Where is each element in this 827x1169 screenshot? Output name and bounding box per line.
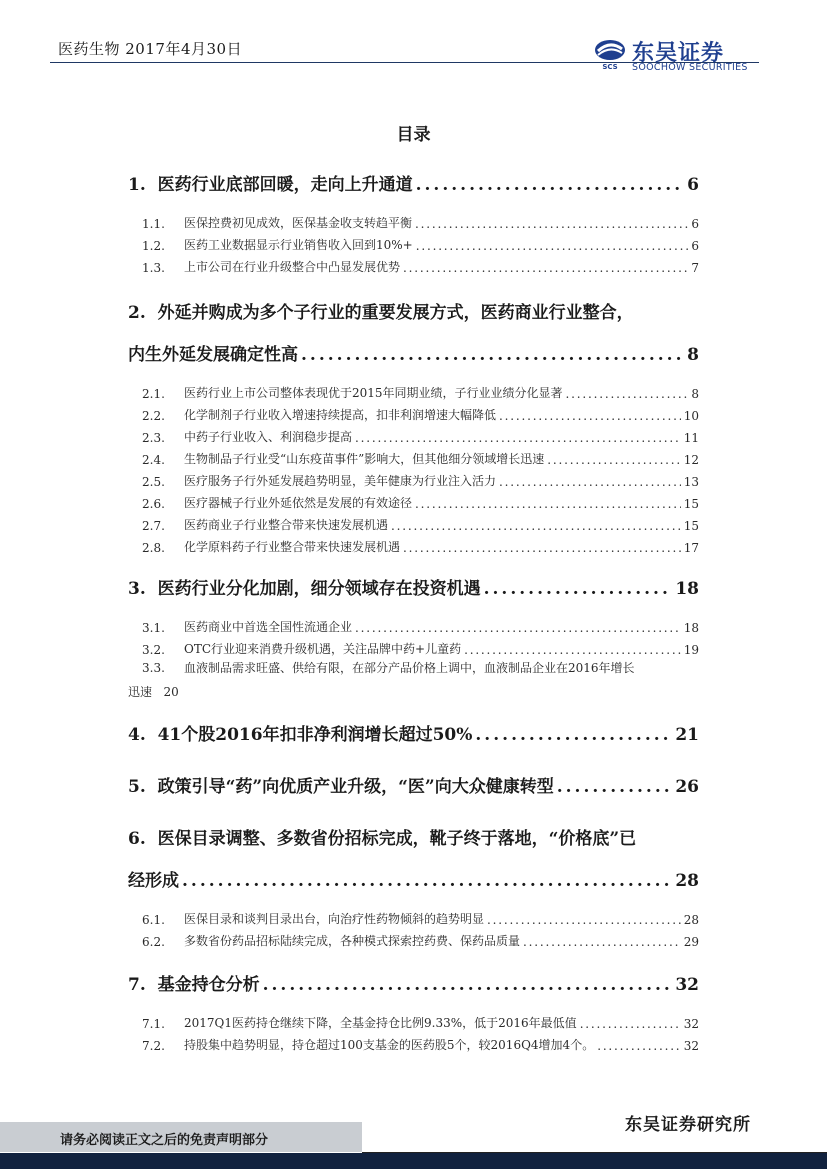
subsection-number: 6.1. — [142, 913, 165, 927]
leader-dots — [547, 453, 680, 467]
toc-subsection-2-4[interactable] — [142, 450, 699, 467]
subsection-title: 多数省份药品招标陆续完成，各种模式探索控药费、保药品质量 — [184, 934, 521, 948]
section-page: 6 — [687, 175, 699, 195]
toc-section-1[interactable] — [128, 170, 699, 195]
leader-dots — [499, 409, 681, 423]
section-number: 2. — [128, 303, 146, 323]
toc-section-2[interactable] — [128, 340, 699, 365]
subsection-number: 1.3. — [142, 261, 165, 275]
subsection-page: 28 — [683, 913, 699, 927]
logo-english-name: SOOCHOW SECURITIES — [632, 62, 748, 73]
subsection-title: 医药商业子行业整合带来快速发展机遇 — [184, 518, 389, 532]
leader-dots — [403, 541, 681, 555]
leader-dots — [182, 871, 672, 891]
subsection-title: 医疗服务子行外延发展趋势明显，美年健康为行业注入活力 — [184, 474, 497, 488]
section-number: 6. — [128, 829, 146, 849]
leader-dots — [263, 975, 673, 995]
section-page: 21 — [675, 725, 699, 745]
subsection-title: 医药工业数据显示行业销售收入回到10%+ — [184, 238, 413, 252]
toc-title: 目录 — [396, 125, 431, 145]
toc-subsection-2-3[interactable] — [142, 428, 699, 445]
section-title: 基金持仓分析 — [157, 975, 260, 995]
leader-dots — [557, 777, 673, 797]
section-number: 7. — [128, 975, 146, 995]
toc-subsection-3-2[interactable] — [142, 640, 699, 657]
leader-dots — [523, 935, 681, 949]
section-number: 3. — [128, 579, 146, 599]
subsection-page: 18 — [683, 621, 699, 635]
subsection-page: 19 — [683, 643, 699, 657]
toc-subsection-2-1[interactable] — [142, 384, 699, 401]
subsection-title: 医保目录和谈判目录出台，向治疗性药物倾斜的趋势明显 — [184, 912, 485, 926]
subsection-page: 6 — [691, 239, 699, 253]
toc-subsection-6-1[interactable] — [142, 910, 699, 927]
toc-subsection-2-2[interactable] — [142, 406, 699, 423]
institute-name: 东吴证券研究所 — [625, 1115, 751, 1135]
subsection-number: 3.3. — [142, 661, 165, 675]
subsection-title: 医保控费初见成效，医保基金收支转趋平衡 — [184, 216, 413, 230]
toc-subsection-6-2[interactable] — [142, 932, 699, 949]
toc-section-6-line1[interactable] — [128, 824, 699, 849]
section-title: 医药行业底部回暖，走向上升通道 — [157, 175, 413, 195]
logo-chinese-name: 东吴证券 — [632, 41, 725, 66]
section-title: 医药行业分化加剧，细分领域存在投资机遇 — [157, 579, 481, 599]
toc-subsection-3-1[interactable] — [142, 618, 699, 635]
leader-dots — [355, 621, 681, 635]
toc-subsection-1-2[interactable] — [142, 236, 699, 253]
subsection-title-line1: 血液制品需求旺盛、供给有限，在部分产品价格上调中，血液制品企业在2016年增长 — [184, 661, 635, 675]
section-page: 18 — [675, 579, 699, 599]
toc-subsection-3-3[interactable] — [128, 656, 699, 704]
leader-dots — [580, 1017, 681, 1031]
subsection-number: 2.5. — [142, 475, 165, 489]
toc-subsection-7-1[interactable] — [142, 1014, 699, 1031]
brand-logo — [594, 36, 764, 76]
toc-section-5[interactable] — [128, 772, 699, 797]
section-title: 内生外延发展确定性高 — [128, 345, 298, 365]
subsection-title: 上市公司在行业升级整合中凸显发展优势 — [184, 260, 401, 274]
subsection-number: 1.1. — [142, 217, 165, 231]
leader-dots — [416, 175, 685, 195]
toc-subsection-7-2[interactable] — [142, 1036, 699, 1053]
footer-band — [0, 1153, 827, 1169]
subsection-number: 2.7. — [142, 519, 165, 533]
subsection-title-line2: 迅速 — [128, 685, 153, 699]
subsection-page: 7 — [691, 261, 699, 275]
toc-subsection-1-1[interactable] — [142, 214, 699, 231]
section-page: 8 — [687, 345, 699, 365]
subsection-page: 10 — [683, 409, 699, 423]
subsection-number: 2.4. — [142, 453, 165, 467]
subsection-page: 29 — [683, 935, 699, 949]
toc-subsection-1-3[interactable] — [142, 258, 699, 275]
toc-subsection-2-8[interactable] — [142, 538, 699, 555]
section-number: 4. — [128, 725, 146, 745]
subsection-title: 医疗器械子行业外延依然是发展的有效途径 — [184, 496, 413, 510]
subsection-title: 中药子行业收入、利润稳步提高 — [184, 430, 353, 444]
subsection-number: 1.2. — [142, 239, 165, 253]
subsection-title: 2017Q1医药持仓继续下降，全基金持仓比例9.33%，低于2016年最低值 — [184, 1016, 577, 1030]
leader-dots — [301, 345, 684, 365]
subsection-number: 2.2. — [142, 409, 165, 423]
leader-dots — [355, 431, 681, 445]
leader-dots — [415, 497, 681, 511]
leader-dots — [391, 519, 681, 533]
toc-subsection-2-5[interactable] — [142, 472, 699, 489]
subsection-page: 15 — [683, 519, 699, 533]
subsection-page: 32 — [683, 1017, 699, 1031]
subsection-page: 15 — [683, 497, 699, 511]
toc-section-4[interactable] — [128, 720, 699, 745]
section-number: 1. — [128, 175, 146, 195]
leader-dots — [487, 913, 681, 927]
subsection-title: OTC行业迎来消费升级机遇，关注品牌中药+儿童药 — [184, 642, 462, 656]
section-page: 32 — [675, 975, 699, 995]
section-title: 经形成 — [128, 871, 179, 891]
leader-dots — [403, 261, 688, 275]
subsection-title: 化学原料药子行业整合带来快速发展机遇 — [184, 540, 401, 554]
subsection-number: 2.1. — [142, 387, 165, 401]
leader-dots — [484, 579, 673, 599]
subsection-number: 2.6. — [142, 497, 165, 511]
subsection-title: 医药行业上市公司整体表现优于2015年同期业绩，子行业业绩分化显著 — [184, 386, 563, 400]
subsection-number: 7.2. — [142, 1039, 165, 1053]
section-title-line1: 外延并购成为多个子行业的重要发展方式，医药商业行业整合， — [157, 303, 634, 323]
toc-subsection-2-7[interactable] — [142, 516, 699, 533]
toc-section-3[interactable] — [128, 574, 699, 599]
toc-section-2-line1[interactable] — [128, 298, 699, 323]
subsection-title: 持股集中趋势明显，持仓超过100支基金的医药股5个，较2016Q4增加4个。 — [184, 1038, 595, 1052]
leader-dots — [475, 725, 672, 745]
toc-section-7[interactable] — [128, 970, 699, 995]
subsection-title: 化学制剂子行业收入增速持续提高，扣非利润增速大幅降低 — [184, 408, 497, 422]
subsection-page: 17 — [683, 541, 699, 555]
subsection-number: 7.1. — [142, 1017, 165, 1031]
leader-dots — [566, 387, 688, 401]
section-page: 26 — [675, 777, 699, 797]
section-number: 5. — [128, 777, 146, 797]
disclaimer-text: 请务必阅读正文之后的免责声明部分 — [60, 1133, 269, 1148]
leader-dots — [416, 239, 688, 253]
toc-subsection-2-6[interactable] — [142, 494, 699, 511]
subsection-title: 医药商业中首选全国性流通企业 — [184, 620, 353, 634]
section-page: 28 — [675, 871, 699, 891]
subsection-page: 20 — [163, 685, 179, 699]
toc-section-6[interactable] — [128, 866, 699, 891]
report-header: 医药生物 2017年4月30日 — [58, 40, 243, 58]
subsection-page: 12 — [683, 453, 699, 467]
subsection-page: 32 — [683, 1039, 699, 1053]
leader-dots — [415, 217, 688, 231]
leader-dots — [597, 1039, 681, 1053]
leader-dots — [499, 475, 681, 489]
subsection-number: 2.3. — [142, 431, 165, 445]
subsection-number: 6.2. — [142, 935, 165, 949]
section-title-line1: 医保目录调整、多数省份招标完成，靴子终于落地，“价格底”已 — [157, 829, 637, 849]
leader-dots — [464, 643, 681, 657]
subsection-page: 11 — [683, 431, 699, 445]
subsection-title: 生物制品子行业受“山东疫苗事件”影响大，但其他细分领域增长迅速 — [184, 452, 545, 466]
section-title: 政策引导“药”向优质产业升级，“医”向大众健康转型 — [157, 777, 554, 797]
subsection-page: 6 — [691, 217, 699, 231]
section-title: 41个股2016年扣非净利润增长超过50% — [157, 725, 473, 745]
logo-mark-text: SCS — [602, 63, 618, 71]
subsection-page: 13 — [683, 475, 699, 489]
subsection-number: 3.1. — [142, 621, 165, 635]
subsection-page: 8 — [691, 387, 699, 401]
subsection-number: 2.8. — [142, 541, 165, 555]
subsection-number: 3.2. — [142, 643, 165, 657]
